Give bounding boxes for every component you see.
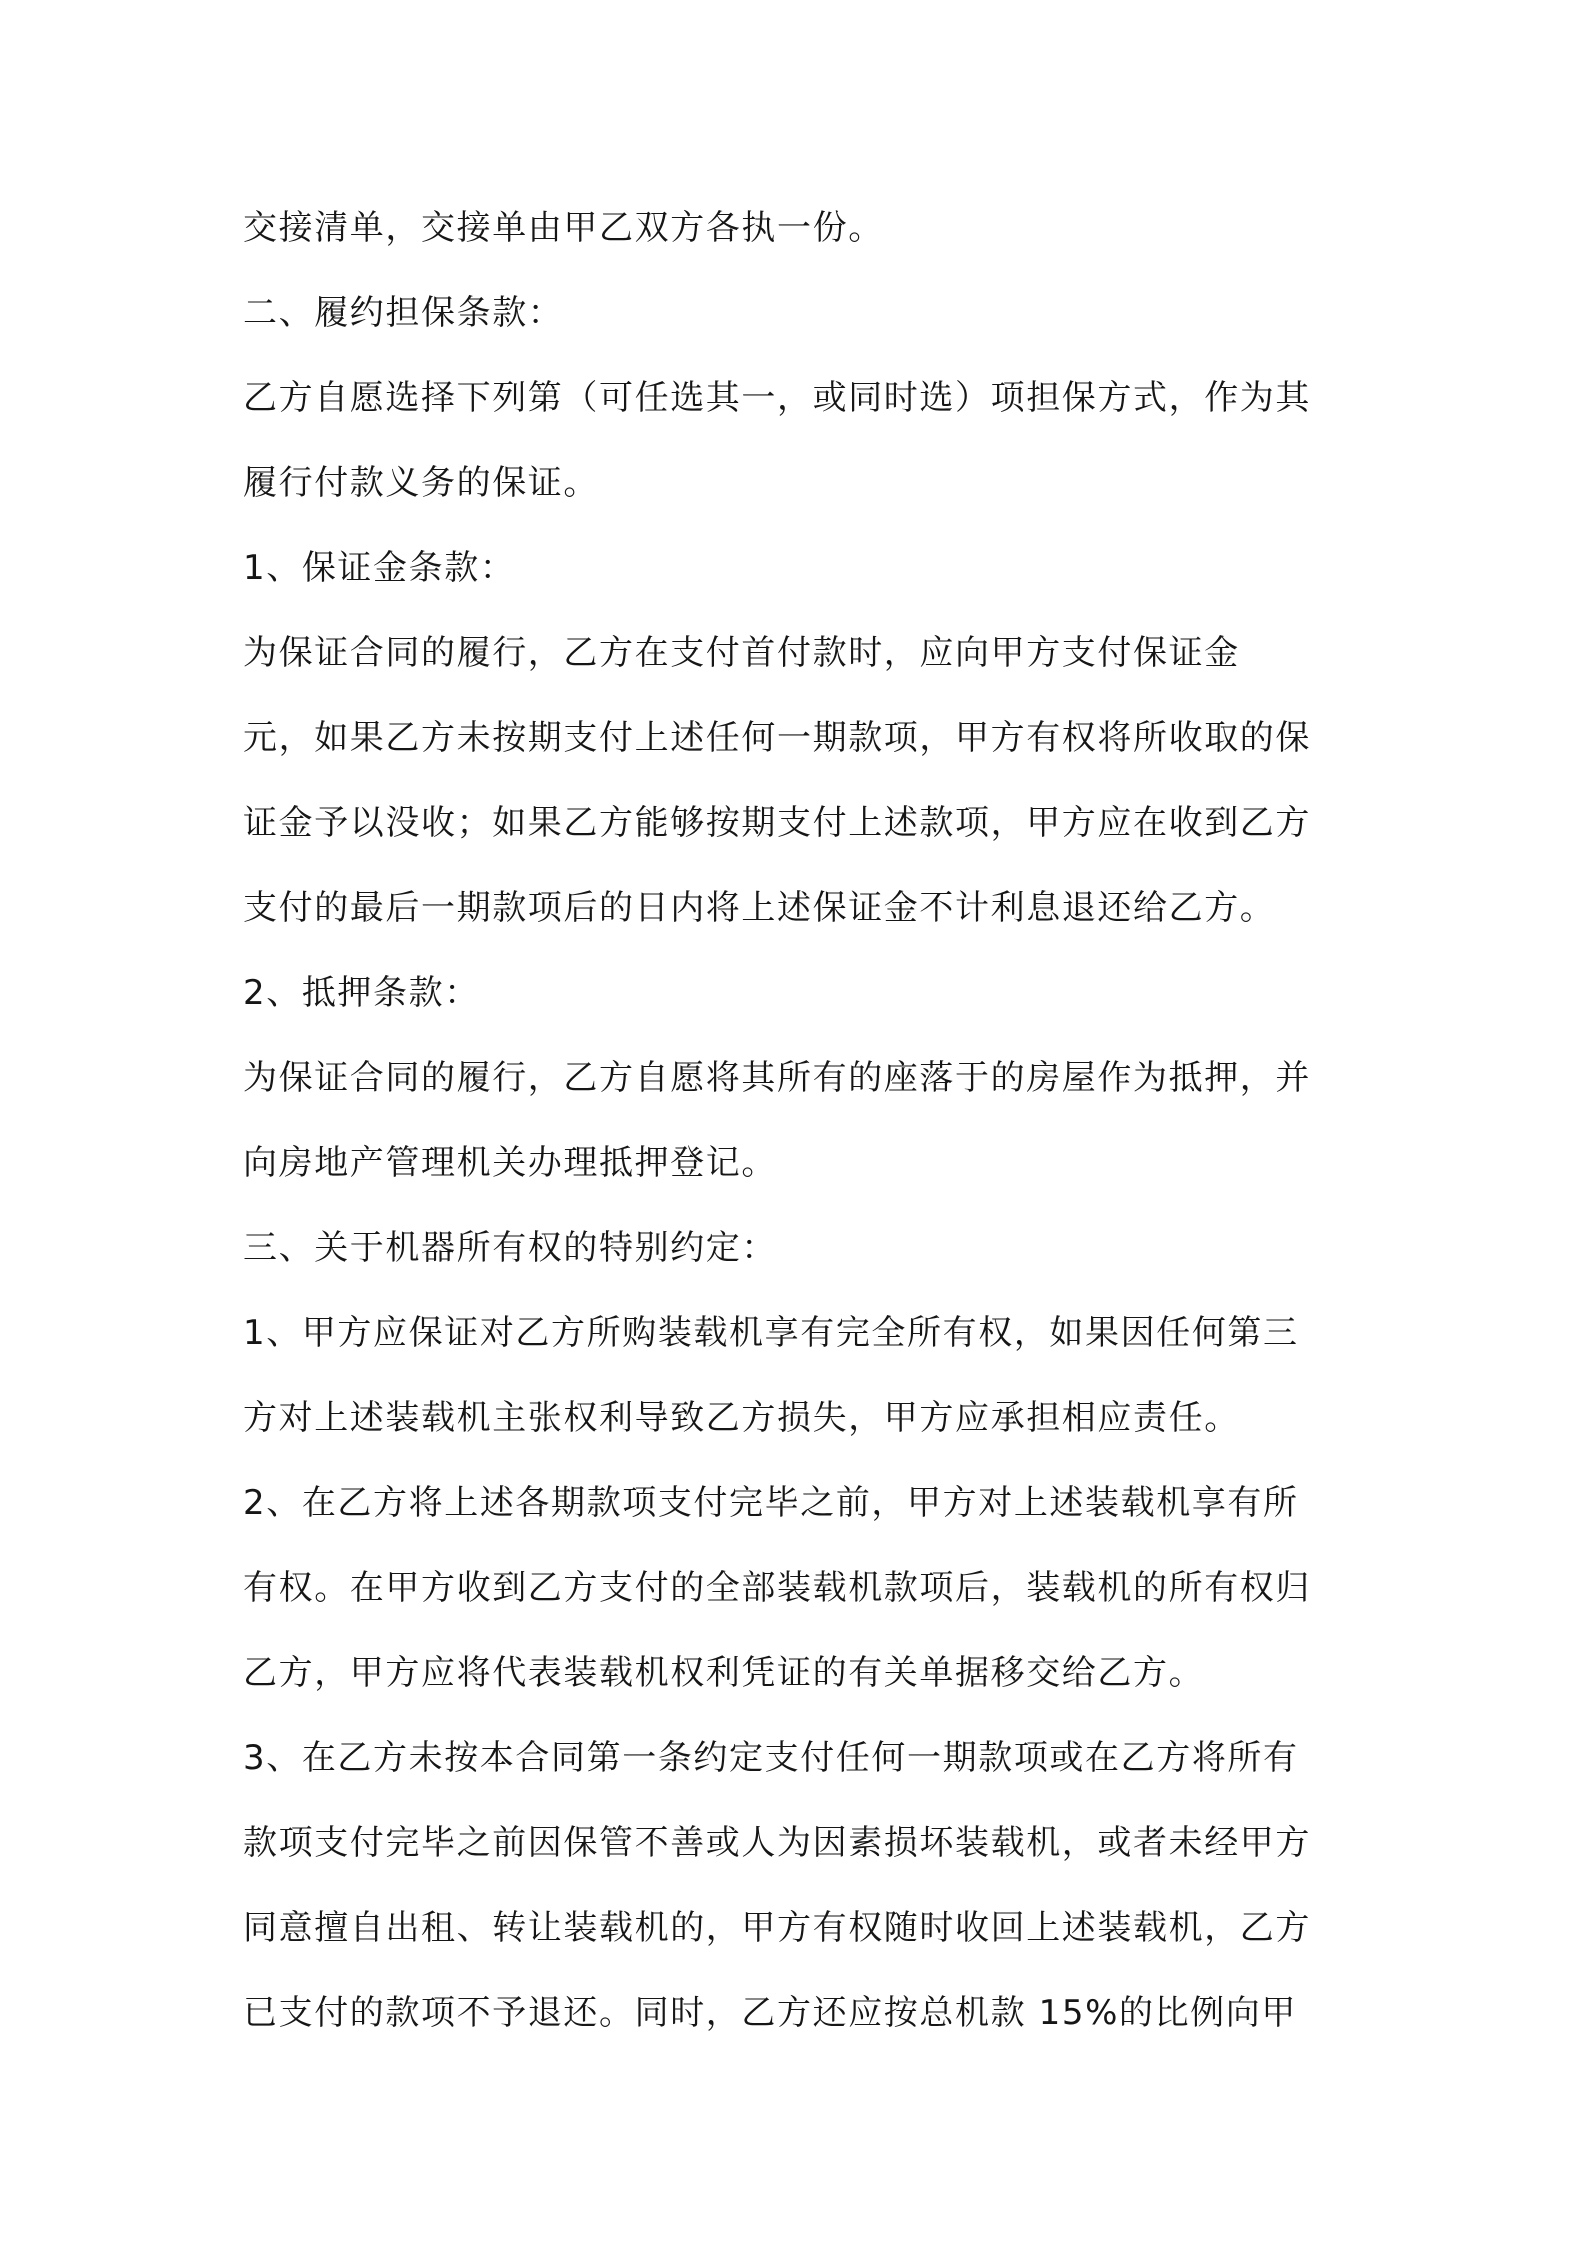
text-line: 1、甲方应保证对乙方所购装载机享有完全所有权，如果因任何第三 xyxy=(243,1313,1299,1353)
text-line: 方对上述装载机主张权利导致乙方损失，甲方应承担相应责任。 xyxy=(243,1398,1240,1438)
text-line: 为保证合同的履行，乙方在支付首付款时，应向甲方支付保证金 xyxy=(243,633,1240,673)
contract-body-text xyxy=(243,186,1363,2056)
text-line: 交接清单，交接单由甲乙双方各执一份。 xyxy=(243,208,884,248)
text-line: 已支付的款项不予退还。同时，乙方还应按总机款 15%的比例向甲 xyxy=(243,1993,1297,2033)
section-heading-performance-guarantee: 二、履约担保条款： xyxy=(243,293,564,333)
text-line: 乙方，甲方应将代表装载机权利凭证的有关单据移交给乙方。 xyxy=(243,1653,1205,1693)
text-line: 履行付款义务的保证。 xyxy=(243,463,599,503)
clause-heading-mortgage: 2、抵押条款： xyxy=(243,973,480,1013)
text-line: 2、在乙方将上述各期款项支付完毕之前，甲方对上述装载机享有所 xyxy=(243,1483,1299,1523)
text-line: 支付的最后一期款项后的日内将上述保证金不计利息退还给乙方。 xyxy=(243,888,1276,928)
text-line: 有权。在甲方收到乙方支付的全部装载机款项后，装载机的所有权归 xyxy=(243,1568,1311,1608)
text-line: 乙方自愿选择下列第（可任选其一，或同时选）项担保方式，作为其 xyxy=(243,378,1311,418)
section-heading-ownership: 三、关于机器所有权的特别约定： xyxy=(243,1228,777,1268)
clause-heading-deposit: 1、保证金条款： xyxy=(243,548,516,588)
text-line: 为保证合同的履行，乙方自愿将其所有的座落于的房屋作为抵押，并 xyxy=(243,1058,1311,1098)
text-line: 同意擅自出租、转让装载机的，甲方有权随时收回上述装载机，乙方 xyxy=(243,1908,1311,1948)
text-line: 证金予以没收；如果乙方能够按期支付上述款项，甲方应在收到乙方 xyxy=(243,803,1311,843)
text-line: 款项支付完毕之前因保管不善或人为因素损坏装载机，或者未经甲方 xyxy=(243,1823,1311,1863)
text-line: 3、在乙方未按本合同第一条约定支付任何一期款项或在乙方将所有 xyxy=(243,1738,1299,1778)
text-line: 向房地产管理机关办理抵押登记。 xyxy=(243,1143,777,1183)
text-line: 元，如果乙方未按期支付上述任何一期款项，甲方有权将所收取的保 xyxy=(243,718,1311,758)
